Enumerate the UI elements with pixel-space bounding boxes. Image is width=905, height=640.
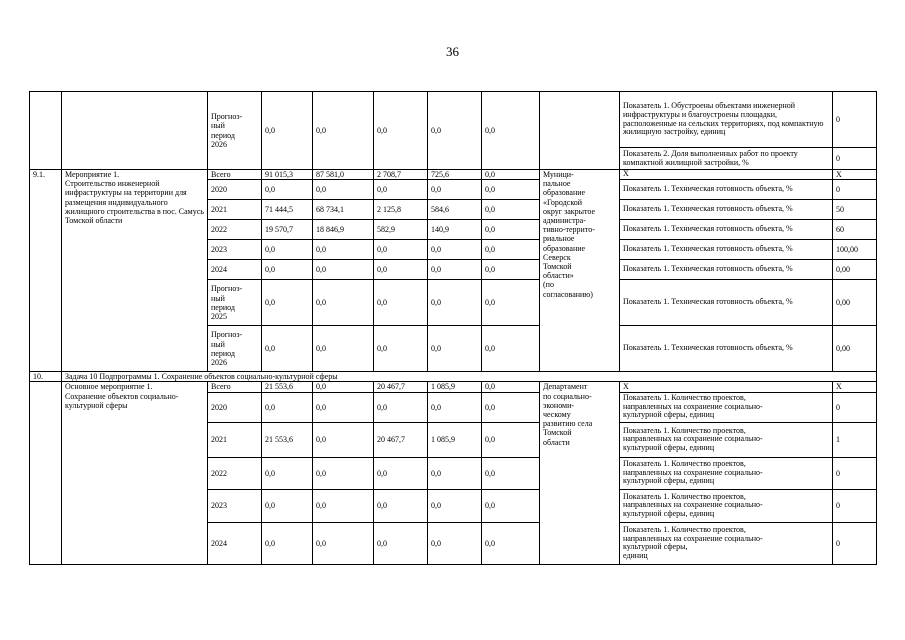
value-cell: 2 708,7: [374, 170, 428, 180]
indicator-cell: X: [620, 170, 833, 180]
value-cell: 71 444,5: [262, 200, 313, 220]
value-cell: 0,0: [482, 326, 540, 372]
value-cell: 20 467,7: [374, 422, 428, 457]
value-cell: 0,0: [482, 489, 540, 522]
value-cell: 0,0: [313, 382, 374, 392]
value-cell: 0,0: [482, 382, 540, 392]
value-cell: 140,9: [428, 220, 482, 240]
indicator-value: 0,00: [833, 326, 877, 372]
value-cell: 0,0: [374, 489, 428, 522]
value-cell: 0,0: [482, 457, 540, 489]
indicator-cell: Показатель 1. Техническая готовность объекта, %: [620, 280, 833, 326]
indicator-cell: Показатель 1. Обустроены объектами инженерной инфраструктуры и благоустроены площадки, расположенные на сельских территориях, под компактную жилищную застройку, единиц: [620, 92, 833, 148]
value-cell: 21 553,6: [262, 382, 313, 392]
year-cell: Прогноз- ный период 2025: [208, 280, 262, 326]
value-cell: 1 085,9: [428, 382, 482, 392]
indicator-value: 1: [833, 422, 877, 457]
value-cell: 87 581,0: [313, 170, 374, 180]
value-cell: 0,0: [313, 392, 374, 422]
table-row: [30, 372, 877, 382]
value-cell: 0,0: [482, 422, 540, 457]
indicator-value: 0: [833, 148, 877, 170]
indicator-cell: Показатель 1. Техническая готовность объекта, %: [620, 200, 833, 220]
indicator-cell: Показатель 1. Количество проектов, направленных на сохранение социально- культурной сферы, единиц: [620, 422, 833, 457]
value-cell: 0,0: [428, 240, 482, 260]
year-cell: 2023: [208, 489, 262, 522]
value-cell: 582,9: [374, 220, 428, 240]
value-cell: 0,0: [313, 457, 374, 489]
value-cell: 0,0: [482, 170, 540, 180]
value-cell: 0,0: [482, 392, 540, 422]
value-cell: 0,0: [374, 280, 428, 326]
value-cell: 0,0: [262, 522, 313, 564]
indicator-value: 0: [833, 489, 877, 522]
value-cell: 0,0: [313, 180, 374, 200]
value-cell: 0,0: [262, 180, 313, 200]
value-cell: 0,0: [313, 489, 374, 522]
indicator-cell: Показатель 1. Техническая готовность объекта, %: [620, 240, 833, 260]
indicator-value: 0: [833, 92, 877, 148]
value-cell: 725,6: [428, 170, 482, 180]
indicator-cell: Показатель 1. Количество проектов, направленных на сохранение социально- культурной сферы, единиц: [620, 457, 833, 489]
value-cell: 0,0: [262, 326, 313, 372]
executor-cell: Департамент по социально- экономи- ческому развитию села Томской области: [540, 382, 620, 564]
program-table: [29, 91, 877, 565]
indicator-cell: Показатель 1. Количество проектов, направленных на сохранение социально- культурной сферы, единиц: [620, 489, 833, 522]
indicator-value: 0: [833, 522, 877, 564]
value-cell: 20 467,7: [374, 382, 428, 392]
name-cell: [62, 92, 208, 170]
number-cell: [30, 382, 62, 564]
value-cell: 0,0: [262, 489, 313, 522]
page-number: 36: [446, 44, 459, 59]
value-cell: 0,0: [262, 392, 313, 422]
year-cell: 2020: [208, 180, 262, 200]
indicator-value: X: [833, 382, 877, 392]
value-cell: 18 846,9: [313, 220, 374, 240]
value-cell: 0,0: [482, 220, 540, 240]
year-cell: Всего: [208, 382, 262, 392]
value-cell: 2 125,8: [374, 200, 428, 220]
indicator-value: 100,00: [833, 240, 877, 260]
value-cell: 0,0: [374, 522, 428, 564]
measure-name: Мероприятие 1. Строительство инженерной инфраструктуры на территории для размещения индивидуального жилищного строительства в пос. Самусь Томской области: [62, 170, 208, 372]
value-cell: 0,0: [374, 240, 428, 260]
value-cell: 0,0: [374, 392, 428, 422]
value-cell: 0,0: [262, 240, 313, 260]
indicator-value: 60: [833, 220, 877, 240]
value-cell: 0,0: [482, 260, 540, 280]
value-cell: 0,0: [428, 180, 482, 200]
value-cell: 0,0: [428, 280, 482, 326]
year-cell: 2021: [208, 200, 262, 220]
year-cell: 2023: [208, 240, 262, 260]
indicator-cell: X: [620, 382, 833, 392]
value-cell: 0,0: [374, 260, 428, 280]
indicator-value: 0,00: [833, 280, 877, 326]
indicator-cell: Показатель 1. Техническая готовность объекта, %: [620, 180, 833, 200]
value-cell: 0,0: [482, 180, 540, 200]
value-cell: 0,0: [428, 92, 482, 170]
table-row: [30, 382, 877, 392]
value-cell: 0,0: [482, 280, 540, 326]
value-cell: 0,0: [262, 280, 313, 326]
indicator-cell: Показатель 1. Количество проектов, направленных на сохранение социально- культурной сферы, единиц: [620, 392, 833, 422]
indicator-value: 0: [833, 457, 877, 489]
value-cell: 0,0: [374, 457, 428, 489]
value-cell: 0,0: [313, 260, 374, 280]
value-cell: 19 570,7: [262, 220, 313, 240]
measure-name: Основное мероприятие 1. Сохранение объектов социально-культурной сферы: [62, 382, 208, 564]
value-cell: 0,0: [374, 92, 428, 170]
value-cell: 0,0: [313, 422, 374, 457]
year-cell: 2021: [208, 422, 262, 457]
task-title: Задача 10 Подпрограммы 1. Сохранение объектов социально-культурной сферы: [62, 372, 877, 382]
executor-cell: Муници- пальное образование «Городской округ закрытое администра- тивно-террито- риальное образование Северск Томской области» (по согласованию): [540, 170, 620, 372]
value-cell: 0,0: [482, 200, 540, 220]
year-cell: Прогноз- ный период 2026: [208, 92, 262, 170]
value-cell: 68 734,1: [313, 200, 374, 220]
value-cell: 0,0: [482, 92, 540, 170]
indicator-cell: Показатель 1. Техническая готовность объекта, %: [620, 260, 833, 280]
indicator-cell: Показатель 2. Доля выполненных работ по проекту компактной жилищной застройки, %: [620, 148, 833, 170]
value-cell: 21 553,6: [262, 422, 313, 457]
executor-cell: [540, 92, 620, 170]
year-cell: 2020: [208, 392, 262, 422]
value-cell: 0,0: [262, 92, 313, 170]
year-cell: 2024: [208, 260, 262, 280]
table-row: [30, 92, 877, 148]
indicator-value: 0: [833, 180, 877, 200]
year-cell: Прогноз- ный период 2026: [208, 326, 262, 372]
indicator-value: X: [833, 170, 877, 180]
value-cell: 0,0: [262, 260, 313, 280]
indicator-value: 0,00: [833, 260, 877, 280]
year-cell: 2024: [208, 522, 262, 564]
value-cell: 0,0: [428, 260, 482, 280]
value-cell: 0,0: [428, 392, 482, 422]
value-cell: 0,0: [313, 240, 374, 260]
value-cell: 584,6: [428, 200, 482, 220]
indicator-value: 50: [833, 200, 877, 220]
number-cell: 10.: [30, 372, 62, 382]
value-cell: 0,0: [428, 326, 482, 372]
value-cell: 91 015,3: [262, 170, 313, 180]
year-cell: 2022: [208, 220, 262, 240]
number-cell: [30, 92, 62, 170]
indicator-value: 0: [833, 392, 877, 422]
value-cell: 0,0: [374, 180, 428, 200]
indicator-cell: Показатель 1. Техническая готовность объекта, %: [620, 220, 833, 240]
value-cell: 0,0: [313, 522, 374, 564]
value-cell: 0,0: [313, 280, 374, 326]
value-cell: 0,0: [428, 457, 482, 489]
year-cell: 2022: [208, 457, 262, 489]
value-cell: 0,0: [313, 326, 374, 372]
value-cell: 0,0: [482, 522, 540, 564]
table-row: [30, 170, 877, 180]
year-cell: Всего: [208, 170, 262, 180]
value-cell: 0,0: [313, 92, 374, 170]
indicator-cell: Показатель 1. Техническая готовность объекта, %: [620, 326, 833, 372]
number-cell: 9.1.: [30, 170, 62, 372]
value-cell: 0,0: [374, 326, 428, 372]
value-cell: 0,0: [482, 240, 540, 260]
indicator-cell: Показатель 1. Количество проектов, направленных на сохранение социально- культурной сферы, единиц: [620, 522, 833, 564]
value-cell: 1 085,9: [428, 422, 482, 457]
value-cell: 0,0: [262, 457, 313, 489]
value-cell: 0,0: [428, 522, 482, 564]
value-cell: 0,0: [428, 489, 482, 522]
